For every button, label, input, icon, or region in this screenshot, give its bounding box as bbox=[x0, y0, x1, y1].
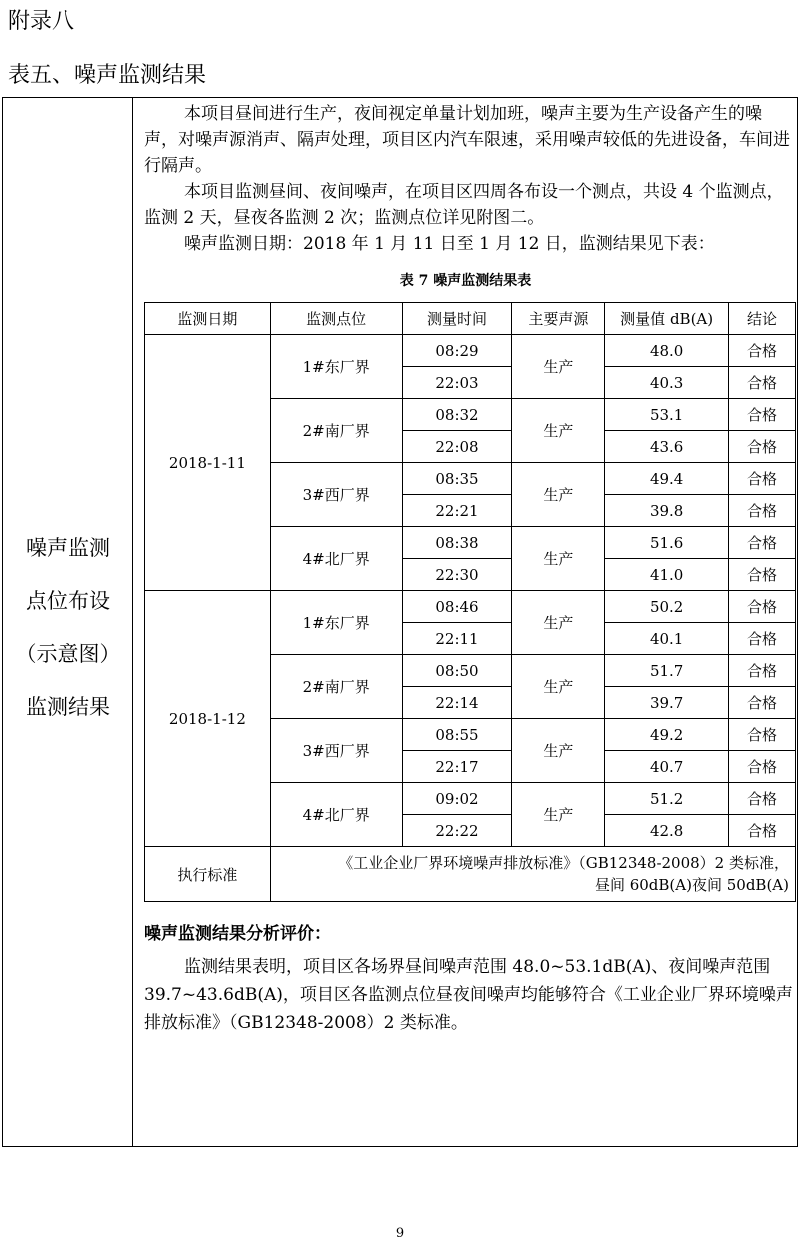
cell-result: 合格 bbox=[729, 431, 796, 463]
cell-value: 43.6 bbox=[605, 431, 729, 463]
header-result: 结论 bbox=[729, 303, 796, 335]
cell-value: 40.1 bbox=[605, 623, 729, 655]
left-label-line: 监测结果 bbox=[26, 695, 110, 719]
cell-result: 合格 bbox=[729, 751, 796, 783]
table-header-row bbox=[145, 303, 796, 335]
cell-source: 生产 bbox=[512, 335, 605, 399]
cell-time: 22:11 bbox=[402, 623, 512, 655]
left-column bbox=[3, 98, 133, 1146]
cell-value: 49.4 bbox=[605, 463, 729, 495]
cell-date: 2018-1-11 bbox=[145, 335, 271, 591]
cell-time: 08:55 bbox=[402, 719, 512, 751]
cell-result: 合格 bbox=[729, 655, 796, 687]
cell-value: 51.6 bbox=[605, 527, 729, 559]
cell-point: 1#东厂界 bbox=[270, 335, 402, 399]
cell-result: 合格 bbox=[729, 399, 796, 431]
cell-source: 生产 bbox=[512, 399, 605, 463]
cell-time: 08:29 bbox=[402, 335, 512, 367]
intro-paragraph-3: 噪声监测日期：2018 年 1 月 11 日至 1 月 12 日，监测结果见下表： bbox=[184, 234, 715, 254]
cell-point: 3#西厂界 bbox=[270, 463, 402, 527]
cell-result: 合格 bbox=[729, 687, 796, 719]
header-value: 测量值 dB(A) bbox=[605, 303, 729, 335]
intro-paragraph-2: 本项目监测昼间、夜间噪声，在项目区四周各布设一个测点，共设 4 个监测点，监测 2 天，昼夜各监测 2 次；监测点位详见附图二。 bbox=[144, 182, 784, 228]
cell-value: 50.2 bbox=[605, 591, 729, 623]
cell-source: 生产 bbox=[512, 463, 605, 527]
left-label-line: （示意图） bbox=[15, 642, 121, 666]
cell-time: 22:22 bbox=[402, 815, 512, 847]
cell-date: 2018-1-12 bbox=[145, 591, 271, 847]
cell-value: 53.1 bbox=[605, 399, 729, 431]
cell-time: 22:03 bbox=[402, 367, 512, 399]
header-date: 监测日期 bbox=[145, 303, 271, 335]
cell-source: 生产 bbox=[512, 783, 605, 847]
cell-result: 合格 bbox=[729, 719, 796, 751]
cell-value: 40.3 bbox=[605, 367, 729, 399]
cell-time: 08:38 bbox=[402, 527, 512, 559]
header-time: 测量时间 bbox=[402, 303, 512, 335]
cell-result: 合格 bbox=[729, 623, 796, 655]
page-number: 9 bbox=[395, 1226, 405, 1241]
cell-source: 生产 bbox=[512, 527, 605, 591]
appendix-label: 附录八 bbox=[8, 9, 75, 34]
cell-time: 08:46 bbox=[402, 591, 512, 623]
cell-time: 22:14 bbox=[402, 687, 512, 719]
cell-time: 22:08 bbox=[402, 431, 512, 463]
cell-result: 合格 bbox=[729, 527, 796, 559]
cell-result: 合格 bbox=[729, 495, 796, 527]
left-label-line: 点位布设 bbox=[26, 589, 110, 613]
cell-value: 39.8 bbox=[605, 495, 729, 527]
noise-results-table bbox=[144, 302, 796, 902]
cell-time: 08:35 bbox=[402, 463, 512, 495]
table-caption: 表 7 噪声监测结果表 bbox=[399, 273, 532, 289]
intro-paragraph-1: 本项目昼间进行生产，夜间视定单量计划加班，噪声主要为生产设备产生的噪声，对噪声源消声、隔声处理，项目区内汽车限速，采用噪声较低的先进设备，车间进行隔声。 bbox=[144, 104, 790, 176]
cell-source: 生产 bbox=[512, 655, 605, 719]
header-source: 主要声源 bbox=[512, 303, 605, 335]
table-row bbox=[145, 335, 796, 367]
cell-point: 2#南厂界 bbox=[270, 655, 402, 719]
evaluation-text: 监测结果表明，项目区各场界昼间噪声范围 48.0~53.1dB(A)、夜间噪声范围 39.7~43.6dB(A)，项目区各监测点位昼夜间噪声均能够符合《工业企业厂界环境噪声排放标准》（GB12348-2008）2 类标准。 bbox=[144, 957, 793, 1033]
cell-result: 合格 bbox=[729, 559, 796, 591]
cell-point: 4#北厂界 bbox=[270, 527, 402, 591]
cell-source: 生产 bbox=[512, 719, 605, 783]
cell-result: 合格 bbox=[729, 591, 796, 623]
cell-value: 39.7 bbox=[605, 687, 729, 719]
standard-text bbox=[270, 847, 795, 902]
cell-time: 22:30 bbox=[402, 559, 512, 591]
table-row bbox=[145, 591, 796, 623]
cell-value: 41.0 bbox=[605, 559, 729, 591]
left-label bbox=[3, 522, 133, 734]
left-label-line: 噪声监测 bbox=[26, 536, 110, 560]
evaluation-title: 噪声监测结果分析评价： bbox=[144, 924, 331, 944]
cell-point: 4#北厂界 bbox=[270, 783, 402, 847]
cell-result: 合格 bbox=[729, 463, 796, 495]
cell-value: 49.2 bbox=[605, 719, 729, 751]
standard-line-2: 昼间 60dB(A)夜间 50dB(A) bbox=[594, 876, 789, 894]
cell-time: 22:21 bbox=[402, 495, 512, 527]
standard-row bbox=[145, 847, 796, 902]
cell-source: 生产 bbox=[512, 591, 605, 655]
cell-point: 2#南厂界 bbox=[270, 399, 402, 463]
standard-label: 执行标准 bbox=[145, 847, 271, 902]
cell-value: 48.0 bbox=[605, 335, 729, 367]
cell-time: 08:32 bbox=[402, 399, 512, 431]
cell-result: 合格 bbox=[729, 367, 796, 399]
cell-time: 22:17 bbox=[402, 751, 512, 783]
cell-point: 3#西厂界 bbox=[270, 719, 402, 783]
section-title: 表五、噪声监测结果 bbox=[8, 63, 207, 88]
cell-value: 42.8 bbox=[605, 815, 729, 847]
cell-result: 合格 bbox=[729, 783, 796, 815]
table-body bbox=[145, 335, 796, 847]
cell-result: 合格 bbox=[729, 335, 796, 367]
cell-result: 合格 bbox=[729, 815, 796, 847]
cell-point: 1#东厂界 bbox=[270, 591, 402, 655]
cell-value: 51.2 bbox=[605, 783, 729, 815]
outer-frame bbox=[2, 97, 798, 1147]
standard-line-1: 《工业企业厂界环境噪声排放标准》（GB12348-2008）2 类标准， bbox=[338, 854, 789, 872]
cell-value: 40.7 bbox=[605, 751, 729, 783]
cell-time: 08:50 bbox=[402, 655, 512, 687]
header-point: 监测点位 bbox=[270, 303, 402, 335]
cell-time: 09:02 bbox=[402, 783, 512, 815]
cell-value: 51.7 bbox=[605, 655, 729, 687]
